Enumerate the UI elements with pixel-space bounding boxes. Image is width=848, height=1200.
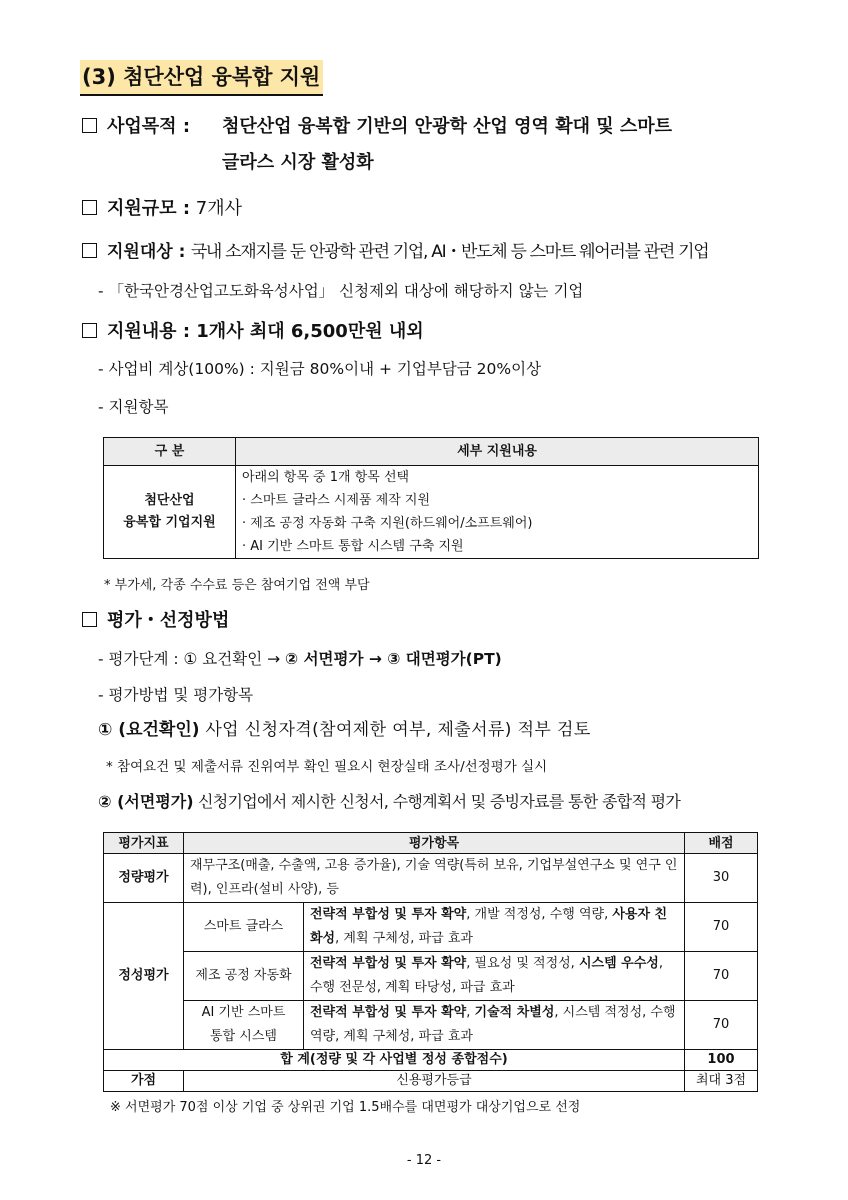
qual-desc-text: , 개발 적정성, 수행 역량, [466,907,613,922]
qual-name-cell [184,1001,304,1050]
evaluation-label: 평가・선정방법 [107,610,230,631]
support-detail-cell [236,466,759,559]
list-item: · AI 기반 스마트 통합 시스템 구축 지원 [242,539,464,554]
content-label: 지원내용 : 1개사 최대 6,500만원 내외 [107,321,424,342]
qual-desc-bold: 사용자 친화성 [310,907,668,946]
qual-name-cell: 스마트 글라스 [184,903,304,952]
quant-desc-cell: 재무구조(매출, 수출액, 고용 증가율), 기술 역량(특허 보유, 기업부설연구소 및 연구 인력), 인프라(설비 사양), 등 [184,854,685,903]
qual-desc-text: , 필요성 및 적정성, [466,956,579,971]
content-sub1: - 사업비 계상(100%) : 지원금 80%이내 + 기업부담금 20%이상 [98,360,542,378]
step1-bold: ① (요건확인) [98,720,200,740]
checkbox-square-icon [82,323,97,338]
qual-score-cell: 70 [685,1001,758,1050]
list-item: · 스마트 글라스 시제품 제작 지원 [242,493,431,508]
table-header-row [104,438,759,466]
purpose-item [82,115,190,139]
qual-desc-cell [304,952,685,1001]
scale-item [82,197,242,221]
checkbox-square-icon [82,200,97,215]
qual-score-cell: 70 [685,903,758,952]
qual-desc-text: , [466,1005,475,1020]
content-item [82,320,424,344]
step1-note: * 참여요건 및 제출서류 진위여부 확인 필요시 현장실태 조사/선정평가 실시 [106,759,548,775]
table-header-cell: 배점 [685,833,758,854]
evaluation-step2 [98,790,680,814]
qual-name-cell: 제조 공정 자동화 [184,952,304,1001]
quant-label-cell: 정량평가 [104,854,184,903]
evaluation-steps [98,648,502,670]
support-category-line1: 첨단산업 [144,493,195,508]
table-header-row [104,833,758,854]
table-row [104,952,758,1001]
bonus-score-cell: 최대 3점 [685,1071,758,1092]
target-value: 국내 소재지를 둔 안광학 관련 기업, AI・반도체 등 스마트 웨어러블 관련 기업 [190,242,709,262]
table-row [104,1050,758,1071]
qual-desc-bold: 기술적 차별성 [474,1005,555,1020]
table-header-cell: 세부 지원내용 [236,438,759,466]
target-sub: - 「한국안경산업고도화육성사업」 신청제외 대상에 해당하지 않는 기업 [98,282,584,300]
qual-desc-text: , 계획 구체성, 파급 효과 [335,931,473,946]
qual-desc-bold: 전략적 부합성 및 투자 확약 [310,907,467,922]
qual-desc-cell [304,1001,685,1050]
section-title: (3) 첨단산업 융복합 지원 [80,60,323,96]
evaluation-method: - 평가방법 및 평가항목 [98,686,254,704]
support-category-cell [104,466,236,559]
qual-desc-bold: 전략적 부합성 및 투자 확약 [310,956,467,971]
step1-text: 사업 신청자격(참여제한 여부, 제출서류) 적부 검토 [199,720,591,740]
qual-desc-text: , 시스템 적정성, 수행 역량, 계획 구체성, 파급 효과 [310,1005,676,1044]
table-row [104,903,758,952]
table-row [104,1071,758,1092]
list-item: 아래의 항목 중 1개 항목 선택 [242,470,410,485]
qual-desc-cell [304,903,685,952]
qual-desc-bold: 전략적 부합성 및 투자 확약 [310,1005,467,1020]
support-table-note: * 부가세, 각종 수수료 등은 참여기업 전액 부담 [104,578,370,593]
purpose-text-line2: 글라스 시장 활성화 [222,152,374,173]
qual-label-cell: 정성평가 [104,903,184,1050]
table-row [104,1001,758,1050]
scale-value: 7개사 [195,198,242,219]
list-item: · 제조 공정 자동화 구축 지원(하드웨어/소프트웨어) [242,516,533,531]
table-header-cell: 평가지표 [104,833,184,854]
evaluation-steps-bold: ② 서면평가 → ③ 대면평가(PT) [285,650,502,668]
checkbox-square-icon [82,118,97,133]
quant-score-cell: 30 [685,854,758,903]
table-header-cell: 평가항목 [184,833,685,854]
purpose-label: 사업목적 : [107,116,191,137]
scale-label: 지원규모 : [107,198,191,219]
evaluation-item [82,609,229,633]
step2-text: 신청기업에서 제시한 신청서, 수행계획서 및 증빙자료를 통한 종합적 평가 [193,792,681,811]
bonus-desc-cell: 신용평가등급 [184,1071,685,1092]
total-score-cell: 100 [685,1050,758,1071]
table-row [104,466,759,559]
bonus-label-cell: 가점 [104,1071,184,1092]
table-row [104,854,758,903]
evaluation-steps-prefix: - 평가단계 : ① 요건확인 → [98,650,286,668]
eval-table-note: ※ 서면평가 70점 이상 기업 중 상위권 기업 1.5배수를 대면평가 대상기업으로 선정 [110,1100,581,1115]
support-table [103,437,759,559]
step2-bold: ② (서면평가) [98,792,194,811]
eval-table [103,832,758,1092]
checkbox-square-icon [82,243,97,258]
content-sub2: - 지원항목 [98,398,169,416]
purpose-text-line1: 첨단산업 융복합 기반의 안광학 산업 영역 확대 및 스마트 [222,116,673,137]
total-label-cell: 합 계(정량 및 각 사업별 정성 종합점수) [104,1050,685,1071]
qual-name-line1: AI 기반 스마트 [201,1005,286,1020]
target-label: 지원대상 : [107,242,186,262]
table-header-cell: 구 분 [104,438,236,466]
checkbox-square-icon [82,612,97,627]
target-item [82,240,708,264]
evaluation-step1 [98,718,591,742]
qual-desc-bold: 시스템 우수성 [578,956,659,971]
page-number: - 12 - [406,1153,442,1168]
qual-score-cell: 70 [685,952,758,1001]
support-category-line2: 융복합 기업지원 [123,515,216,530]
qual-desc-text: , 수행 전문성, 계획 타당성, 파급 효과 [310,956,663,995]
qual-name-line2: 통합 시스템 [210,1029,277,1044]
